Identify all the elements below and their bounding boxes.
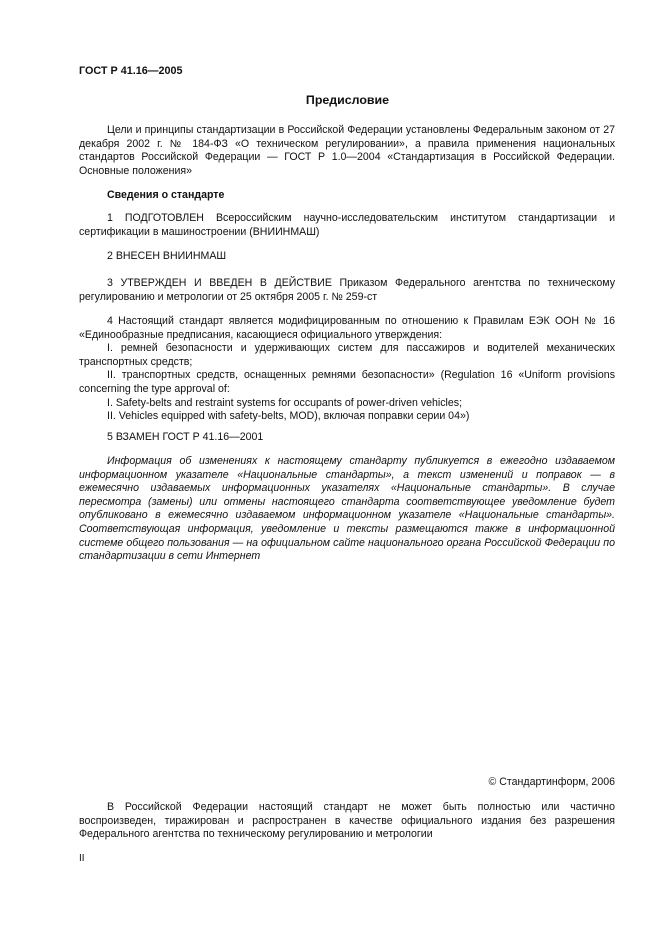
item-4-block [79,315,615,424]
item-3: 3 УТВЕРЖДЕН И ВВЕДЕН В ДЕЙСТВИЕ Приказом Федерального агентства по техническому регулированию и метрологии от 25 октября 2005 г. № 259-ст [79,277,615,303]
page-number: II [79,853,85,864]
item-4-main: 4 Настоящий стандарт является модифицированным по отношению к Правилам ЕЭК ООН № 16 «Единообразные предписания, касающиеся официального утверждения: [79,315,615,341]
intro-paragraph: Цели и принципы стандартизации в Российской Федерации установлены Федеральным законом от 27 декабря 2002 г. № 184-ФЗ «О техническом регулировании», а правила применения национальных стандартов Российской Федерации — ГОСТ Р 1.0—2004 «Стандартизация в Российской Федерации. Основные положения» [79,124,615,177]
item-1: 1 ПОДГОТОВЛЕН Всероссийским научно-исследовательским институтом стандартизации и сертификации в машиностроении (ВНИИНМАШ) [79,212,615,238]
page-title: Предисловие [305,93,390,107]
footer-block [79,801,615,842]
item-4-list-4: II. Vehicles equipped with safety-belts, MOD), включая поправки серии 04») [107,410,470,423]
intro-block [79,124,615,178]
info-heading-block [79,189,615,203]
notice-paragraph: Информация об изменениях к настоящему стандарту публикуется в ежегодно издаваемом информационном указателе «Национальные стандарты», а текст изменений и поправок — в ежемесячно издаваемых информационных указателях «Национальные стандарты». В случае пересмотра (замены) или отмены настоящего стандарта соответствующее уведомление будет опубликовано в ежемесячно издаваемом информационном указателе «Национальные стандарты». Соответствующая информация, уведомление и тексты размещаются также в информационной системе общего пользования — на официальном сайте национального органа Российской Федерации по стандартизации в сети Интернет [79,455,615,563]
info-heading: Сведения о стандарте [107,189,225,201]
item-2: 2 ВНЕСЕН ВНИИНМАШ [107,250,227,262]
notice-block [79,455,615,564]
item-1-block [79,212,615,239]
item-4-list-2: II. транспортных средств, оснащенных ремнями безопасности» (Regulation 16 «Uniform provisions concerning the type approval of: [79,369,615,395]
item-2-block [79,250,615,264]
item-5-block [79,431,615,445]
item-5: 5 ВЗАМЕН ГОСТ Р 41.16—2001 [107,431,264,443]
item-3-block [79,277,615,304]
footer-paragraph: В Российской Федерации настоящий стандарт не может быть полностью или частично воспроизведен, тиражирован и распространен в качестве официального издания без разрешения Федерального агентства по техническому регулированию и метрологии [79,801,615,841]
document-code-header: ГОСТ Р 41.16—2005 [79,65,183,77]
item-4-list-3: I. Safety-belts and restraint systems for occupants of power-driven vehicles; [107,396,463,409]
item-4-list-1: I. ремней безопасности и удерживающих систем для пассажиров и водителей механических транспортных средств; [79,342,615,368]
copyright-line: © Стандартинформ, 2006 [488,776,615,788]
